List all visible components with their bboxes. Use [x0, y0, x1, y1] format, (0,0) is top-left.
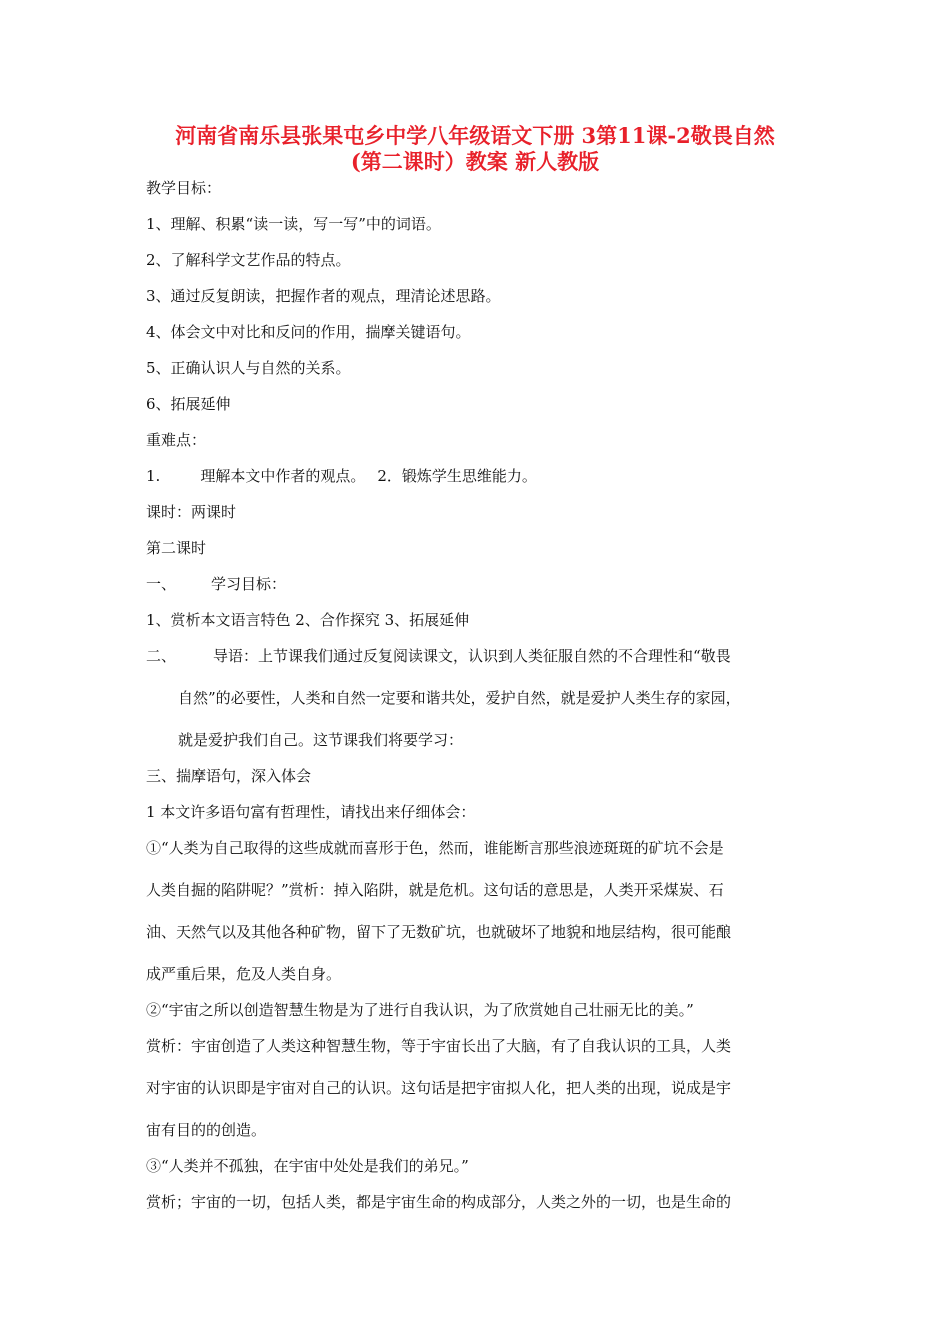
document-title-line1: 河南省南乐县张果屯乡中学八年级语文下册 3第11课-2敬畏自然 [175, 123, 775, 148]
quote2-line: 对宇宙的认识即是宇宙对自己的认识。这句话是把宇宙拟人化，把人类的出现，说成是宇 [146, 1079, 732, 1097]
section2-line: 就是爱护我们自己。这节课我们将要学习： [178, 731, 464, 749]
objective-item: 2、了解科学文艺作品的特点。 [146, 251, 351, 269]
section3-intro: 1 本文许多语句富有哲理性，请找出来仔细体会： [146, 803, 476, 821]
section-label: 学习目标： [211, 575, 287, 593]
section2-line [146, 646, 731, 666]
section-number: 一、 [146, 575, 177, 593]
document-title-line2: (第二课时）教案 新人教版 [350, 149, 600, 174]
quote1-line: ①“人类为自己取得的这些成就而喜形于色，然而，谁能断言那些浪迹斑斑的矿坑不会是 [146, 839, 724, 857]
section-number: 二、 [146, 647, 177, 665]
section2-line: 自然”的必要性，人类和自然一定要和谐共处，爱护自然，就是爱护人类生存的家园， [178, 689, 741, 707]
key-points-line [146, 466, 537, 486]
section1-content: 1、赏析本文语言特色 2、合作探究 3、拓展延伸 [146, 611, 470, 629]
quote2-line: 赏析：宇宙创造了人类这种智慧生物，等于宇宙长出了大脑，有了自我认识的工具，人类 [146, 1037, 732, 1055]
quote3-line: ③“人类并不孤独，在宇宙中处处是我们的弟兄。” [146, 1157, 469, 1175]
objective-item: 1、理解、积累“读一读，写一写”中的词语。 [146, 215, 441, 233]
key-points-heading: 重难点： [146, 431, 207, 449]
quote2-line: 宙有目的的创造。 [146, 1121, 267, 1139]
objective-item: 4、体会文中对比和反问的作用，揣摩关键语句。 [146, 323, 471, 341]
section2-text: 导语：上节课我们通过反复阅读课文，认识到人类征服自然的不合理性和“敬畏 [213, 647, 731, 665]
quote1-line: 成严重后果，危及人类自身。 [146, 965, 342, 983]
quote1-line: 油、天然气以及其他各种矿物，留下了无数矿坑，也就破坏了地貌和地层结构，很可能酿 [146, 923, 732, 941]
key-point-item: 2．锻炼学生思维能力。 [377, 467, 537, 485]
key-point-item: 理解本文中作者的观点。 [200, 467, 366, 485]
objective-item: 6、拓展延伸 [146, 395, 231, 413]
objectives-heading: 教学目标： [146, 179, 222, 197]
objective-item: 3、通过反复朗读，把握作者的观点，理清论述思路。 [146, 287, 501, 305]
section3-heading: 三、揣摩语句，深入体会 [146, 767, 312, 785]
section1-heading [146, 574, 286, 594]
quote1-line: 人类自掘的陷阱呢？”赏析：掉入陷阱，就是危机。这句话的意思是，人类开采煤炭、石 [146, 881, 724, 899]
quote2-line: ②“宇宙之所以创造智慧生物是为了进行自我认识，为了欣赏她自己壮丽无比的美。” [146, 1001, 694, 1019]
periods-text: 课时：两课时 [146, 503, 237, 521]
second-period-heading: 第二课时 [146, 539, 207, 557]
key-point-number: 1. [146, 467, 161, 485]
quote3-line: 赏析；宇宙的一切，包括人类，都是宇宙生命的构成部分，人类之外的一切，也是生命的 [146, 1193, 732, 1211]
objective-item: 5、正确认识人与自然的关系。 [146, 359, 351, 377]
